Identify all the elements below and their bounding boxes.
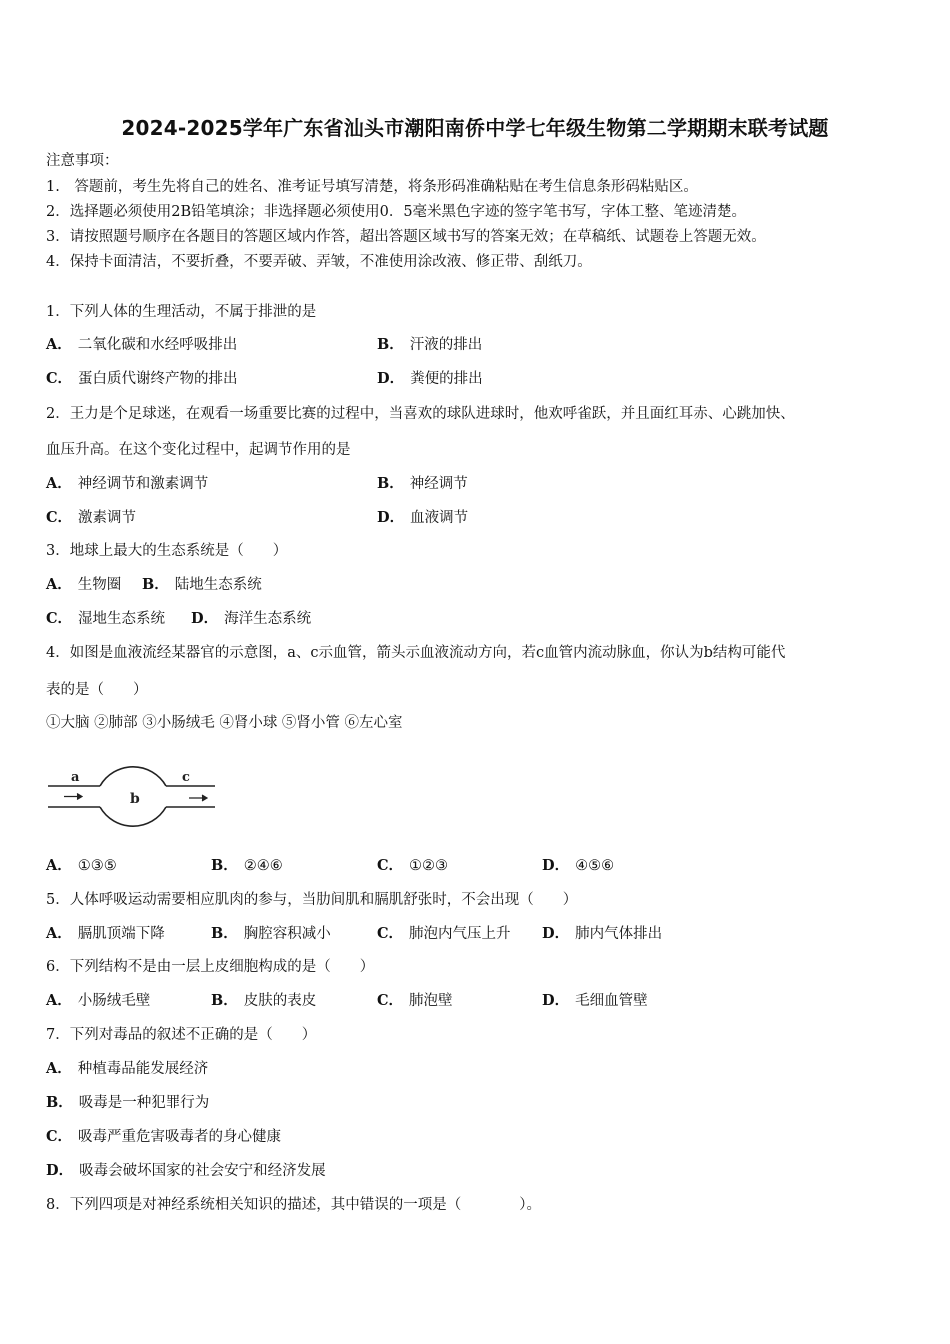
q6-option-c[interactable]: C． 肺泡壁 [377,992,453,1009]
question-5-stem: 5．人体呼吸运动需要相应肌肉的参与，当肋间肌和膈肌舒张时，不会出现（ ） [46,892,578,908]
question-7-stem: 7．下列对毒品的叙述不正确的是（ ） [46,1027,317,1043]
notice-item: 2．选择题必须使用2B铅笔填涂；非选择题必须使用0．5毫米黑色字迹的签字笔书写，字体工整、笔迹清楚。 [46,204,747,220]
arrow-c-icon [189,795,207,801]
q4-option-c[interactable]: C． ①②③ [377,857,449,874]
q1-option-a[interactable]: A． 二氧化碳和水经呼吸排出 [46,336,238,353]
question-2-stem: 2．王力是个足球迷，在观看一场重要比赛的过程中，当喜欢的球队进球时，他欢呼雀跃，并且面红耳赤、心跳加快、 [46,406,795,422]
q7-option-a[interactable]: A． 种植毒品能发展经济 [46,1060,209,1077]
question-2-stem-cont: 血压升高。在这个变化过程中，起调节作用的是 [46,442,351,458]
notice-item: 3．请按照题号顺序在各题目的答题区域内作答，超出答题区域书写的答案无效；在草稿纸、试题卷上答题无效。 [46,229,766,245]
page-title: 2024-2025学年广东省汕头市潮阳南侨中学七年级生物第二学期期末联考试题 [121,116,829,140]
q5-option-c[interactable]: C． 肺泡内气压上升 [377,925,511,942]
q2-option-a[interactable]: A． 神经调节和激素调节 [46,475,209,492]
q1-option-b[interactable]: B． 汗液的排出 [377,336,483,353]
label-b: b [130,791,140,807]
question-1-stem: 1．下列人体的生理活动，不属于排泄的是 [46,304,317,320]
q6-option-a[interactable]: A． 小肠绒毛壁 [46,992,151,1009]
q7-option-b[interactable]: B． 吸毒是一种犯罪行为 [46,1094,210,1111]
q1-option-d[interactable]: D． 粪便的排出 [377,370,483,387]
q5-option-d[interactable]: D． 肺内气体排出 [542,925,663,942]
question-4-stem-cont: 表的是（ ） [46,682,148,698]
label-a: a [71,770,80,785]
q3-option-b[interactable]: B． 陆地生态系统 [142,576,262,593]
question-3-stem: 3．地球上最大的生态系统是（ ） [46,543,288,559]
question-4-stem: 4．如图是血液流经某器官的示意图，a、c示血管，箭头示血液流动方向，若c血管内流动脉血，你认为b结构可能代 [46,645,786,661]
q7-option-d[interactable]: D． 吸毒会破坏国家的社会安宁和经济发展 [46,1162,326,1179]
q2-option-b[interactable]: B． 神经调节 [377,475,468,492]
q7-option-c[interactable]: C． 吸毒严重危害吸毒者的身心健康 [46,1128,282,1145]
question-8-stem: 8．下列四项是对神经系统相关知识的描述，其中错误的一项是（ ）。 [46,1197,541,1213]
q4-option-b[interactable]: B． ②④⑥ [211,857,283,874]
q5-option-b[interactable]: B． 胸腔容积减小 [211,925,331,942]
q4-option-a[interactable]: A． ①③⑤ [46,857,117,874]
question-4-choices: ①大脑 ②肺部 ③小肠绒毛 ④肾小球 ⑤肾小管 ⑥左心室 [46,715,403,731]
q3-option-a[interactable]: A． 生物圈 [46,576,122,593]
q3-option-c[interactable]: C． 湿地生态系统 [46,610,166,627]
question-6-stem: 6．下列结构不是由一层上皮细胞构成的是（ ） [46,959,375,975]
q2-option-d[interactable]: D． 血液调节 [377,509,469,526]
q6-option-d[interactable]: D． 毛细血管壁 [542,992,648,1009]
label-c: c [182,770,190,785]
q6-option-b[interactable]: B． 皮肤的表皮 [211,992,317,1009]
q1-option-c[interactable]: C． 蛋白质代谢终产物的排出 [46,370,238,387]
notice-item: 1. 答题前，考生先将自己的姓名、准考证号填写清楚，将条形码准确粘贴在考生信息条形码粘贴区。 [46,179,698,195]
notice-item: 4．保持卡面清洁，不要折叠，不要弄破、弄皱，不准使用涂改液、修正带、刮纸刀。 [46,254,592,270]
q5-option-a[interactable]: A． 膈肌顶端下降 [46,925,165,942]
q4-option-d[interactable]: D． ④⑤⑥ [542,857,615,874]
notice-heading: 注意事项： [46,153,119,169]
q3-option-d[interactable]: D． 海洋生态系统 [191,610,312,627]
q2-option-c[interactable]: C． 激素调节 [46,509,137,526]
arrow-a-icon [64,794,82,800]
blood-flow-diagram [44,755,219,837]
